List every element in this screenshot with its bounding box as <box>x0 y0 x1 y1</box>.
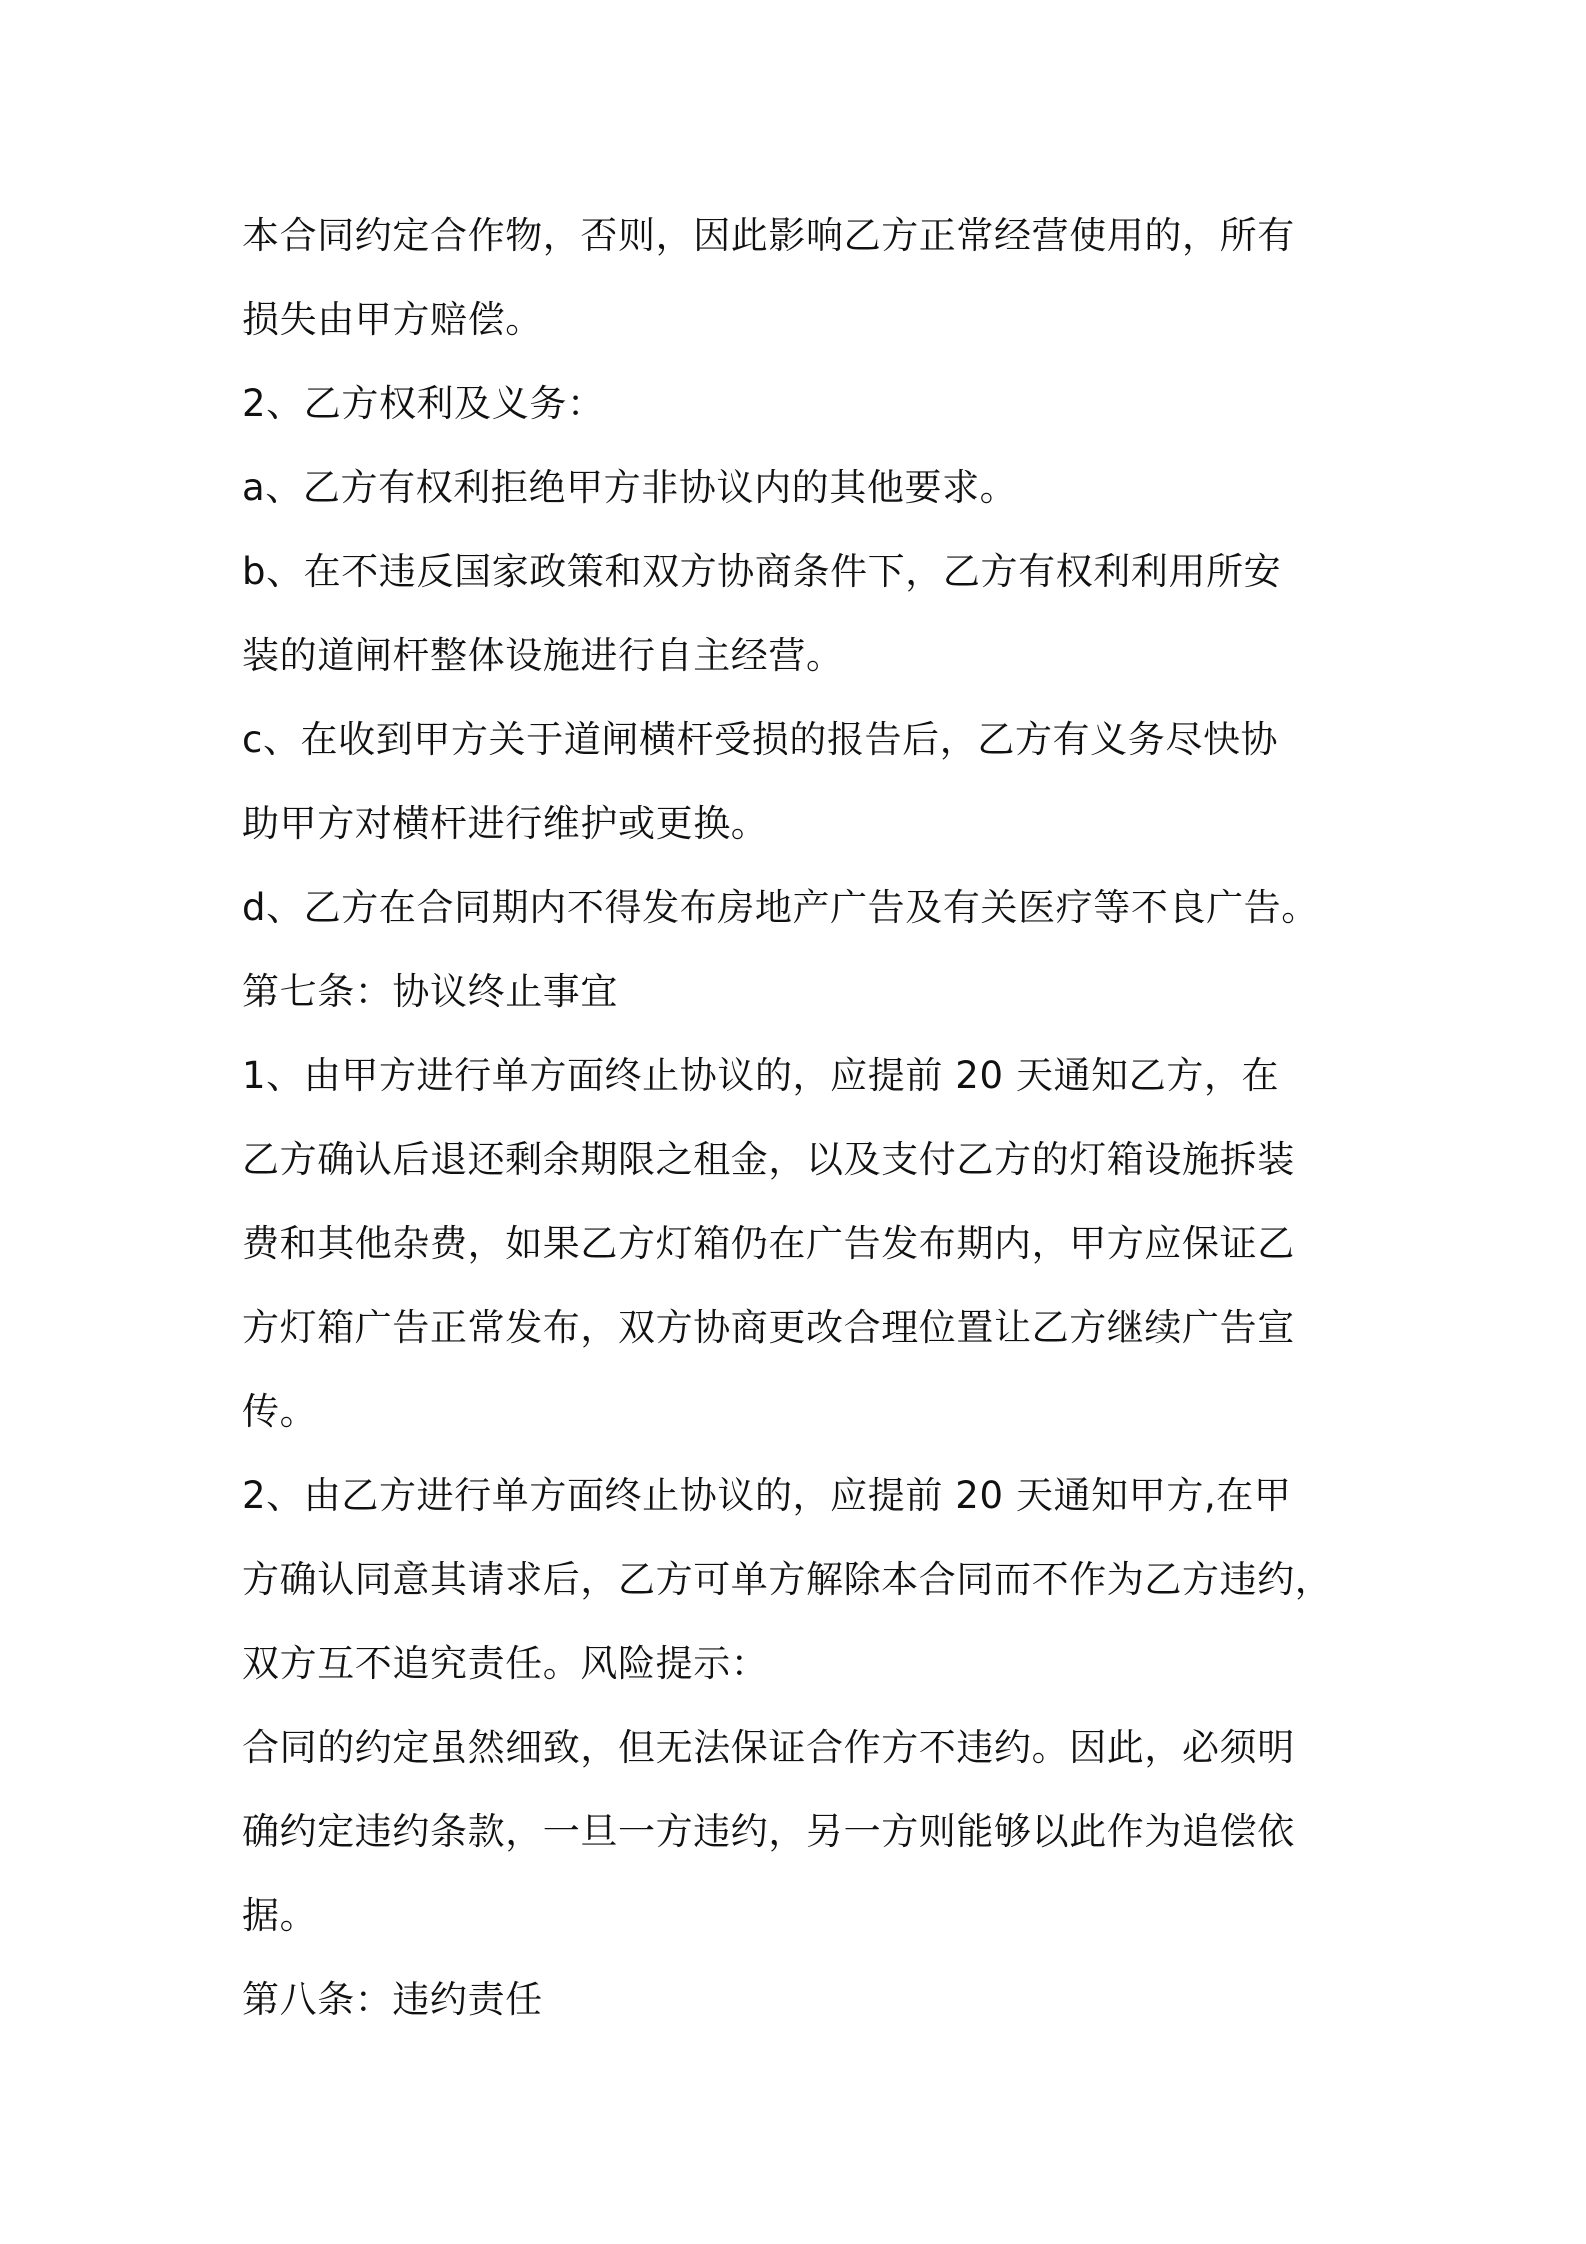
text-line: 双方互不追究责任。风险提示： <box>242 1642 769 1685</box>
text-line: 装的道闸杆整体设施进行自主经营。 <box>242 634 844 677</box>
text-line: 助甲方对横杆进行维护或更换。 <box>242 802 769 845</box>
text-line: 合同的约定虽然细致，但无法保证合作方不违约。因此，必须明 <box>242 1726 1295 1769</box>
text-line: 本合同约定合作物，否则，因此影响乙方正常经营使用的，所有 <box>242 214 1295 257</box>
article-heading: 第八条：违约责任 <box>242 1978 543 2021</box>
section-subheading: 2、乙方权利及义务： <box>242 382 605 425</box>
text-line: b、在不违反国家政策和双方协商条件下，乙方有权利利用所安 <box>242 550 1282 593</box>
text-line: 损失由甲方赔偿。 <box>242 298 543 341</box>
text-line: 方灯箱广告正常发布，双方协商更改合理位置让乙方继续广告宣 <box>242 1306 1295 1349</box>
text-line: 确约定违约条款，一旦一方违约，另一方则能够以此作为追偿依 <box>242 1810 1295 1853</box>
text-line: 据。 <box>242 1894 318 1937</box>
text-line: 方确认同意其请求后，乙方可单方解除本合同而不作为乙方违约， <box>242 1558 1333 1601</box>
article-heading: 第七条：协议终止事宜 <box>242 970 618 1013</box>
text-line: 传。 <box>242 1390 318 1433</box>
document-body <box>242 194 1382 2042</box>
text-line: 费和其他杂费，如果乙方灯箱仍在广告发布期内，甲方应保证乙 <box>242 1222 1295 1265</box>
text-line: 2、由乙方进行单方面终止协议的，应提前 20 天通知甲方,在甲 <box>242 1474 1292 1517</box>
text-line: a、乙方有权利拒绝甲方非协议内的其他要求。 <box>242 466 1018 509</box>
text-line: 乙方确认后退还剩余期限之租金，以及支付乙方的灯箱设施拆装 <box>242 1138 1295 1181</box>
text-line: d、乙方在合同期内不得发布房地产广告及有关医疗等不良广告。 <box>242 886 1319 929</box>
text-line: 1、由甲方进行单方面终止协议的，应提前 20 天通知乙方，在 <box>242 1054 1280 1097</box>
text-line: c、在收到甲方关于道闸横杆受损的报告后，乙方有义务尽快协 <box>242 718 1279 761</box>
